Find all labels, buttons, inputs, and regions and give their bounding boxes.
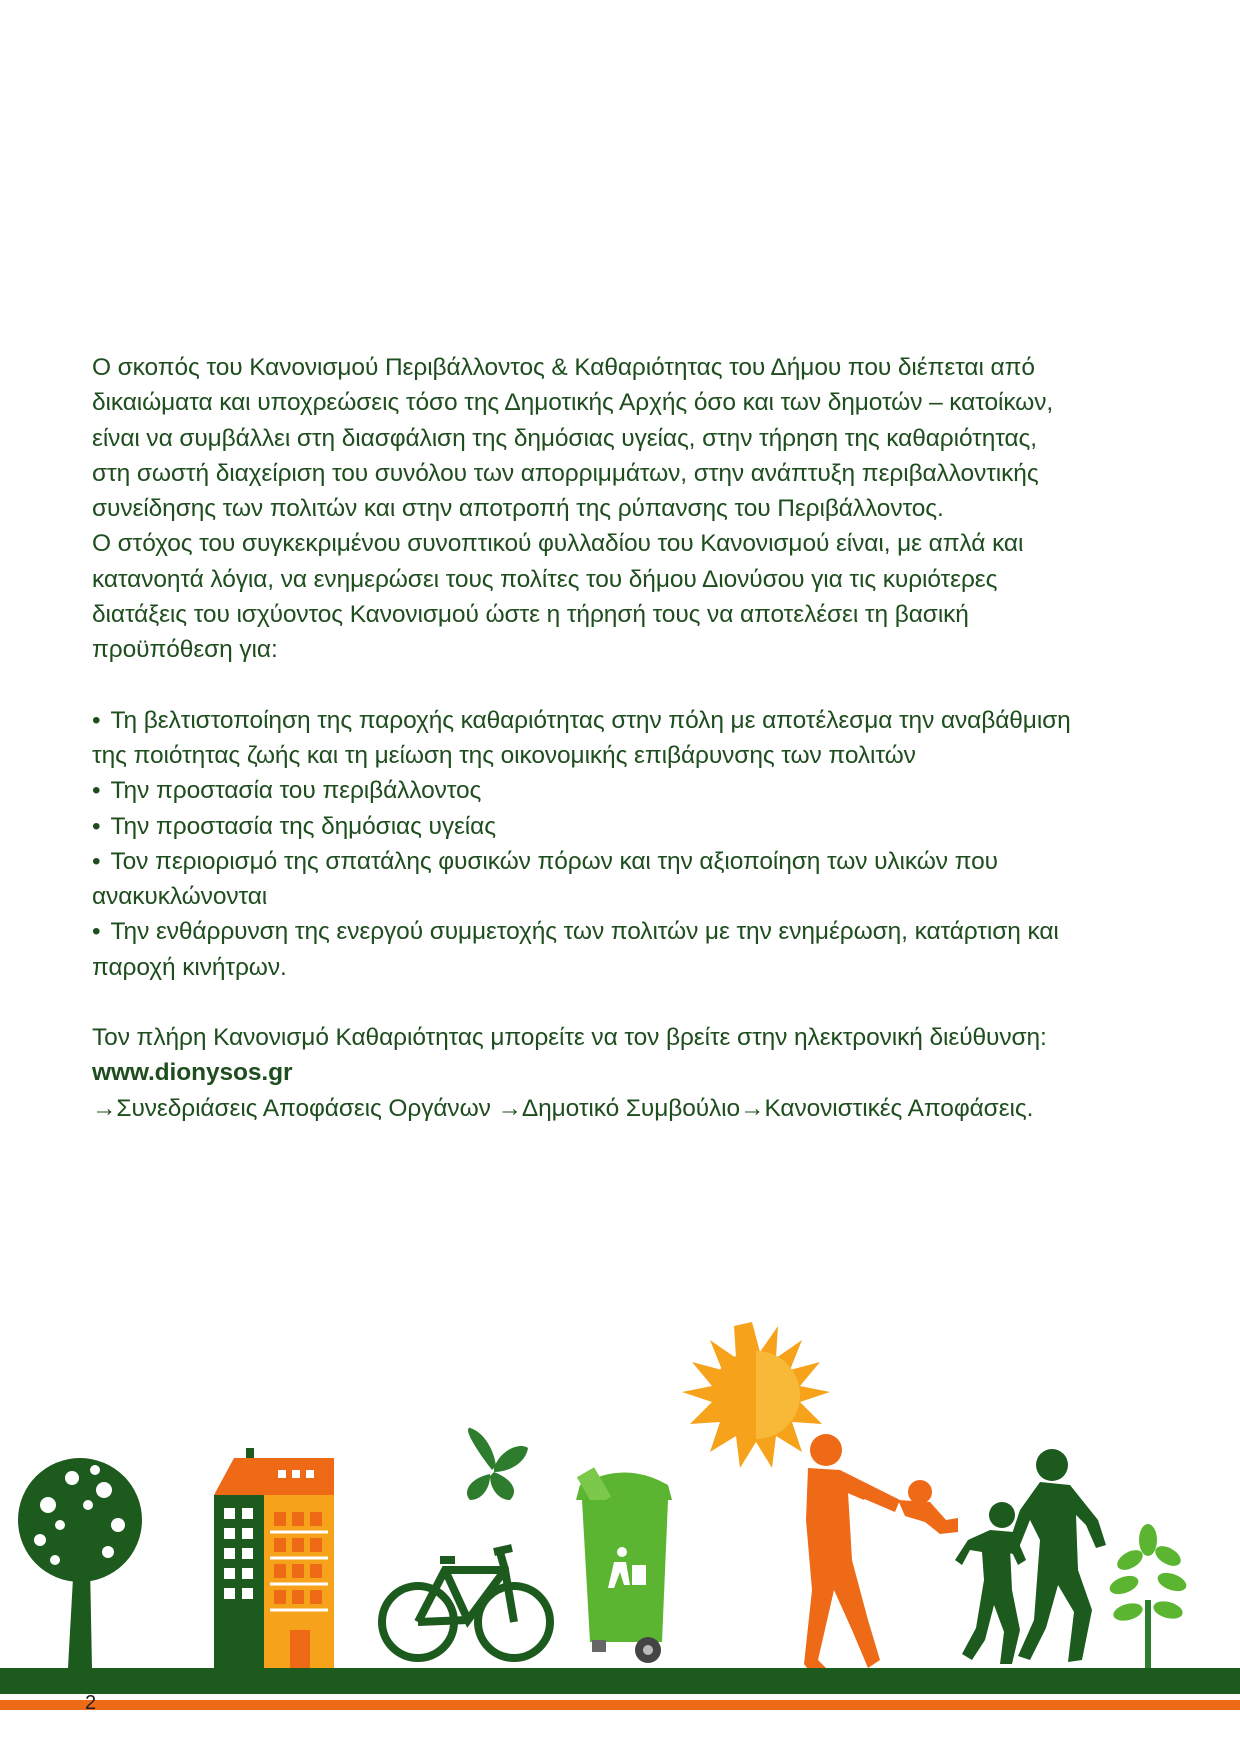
ground-strip-green [0,1668,1240,1694]
page-number: 2 [85,1692,97,1714]
intro-line: είναι να συμβάλλει στη διασφάλιση της δημόσιας υγείας, στην τήρηση της καθαριότητας, [92,424,1037,452]
intro-line: Ο στόχος του συγκεκριμένου συνοπτικού φυλλαδίου του Κανονισμού είναι, με απλά και [92,530,1024,558]
navigation-path: →Συνεδριάσεις Αποφάσεις Οργάνων →Δημοτικό Συμβούλιο→Κανονιστικές Αποφάσεις. [92,1094,1034,1122]
intro-line: προϋπόθεση για: [92,636,278,664]
parent-child-icon [804,1434,958,1674]
building-icon [214,1448,334,1668]
small-tree-icon [1107,1524,1189,1668]
website-link[interactable]: www.dionysos.gr [92,1059,293,1087]
bullet-continuation: της ποιότητας ζωής και τη μείωση της οικονομικής επιβάρυνσης των πολιτών [92,741,916,769]
bullet-item: • Την προστασία της δημόσιας υγείας [92,809,1152,844]
bullet-continuation: ανακυκλώνονται [92,883,268,911]
bullet-item: • Την ενθάρρυνση της ενεργού συμμετοχής των πολιτών με την ενημέρωση, κατάρτιση και [92,914,1152,949]
recycling-bin-icon [576,1467,672,1663]
regulation-location-text: Τον πλήρη Κανονισμό Καθαριότητας μπορείτε να τον βρείτε στην ηλεκτρονική διεύθυνση: [92,1024,1047,1052]
bullet-continuation: παροχή κινήτρων. [92,953,287,981]
intro-line: στη σωστή διαχείριση του συνόλου των απορριμμάτων, στην ανάπτυξη περιβαλλοντικής [92,459,1039,487]
bullet-item: • Τη βελτιστοποίηση της παροχής καθαριότητας στην πόλη με αποτέλεσμα την αναβάθμιση [92,703,1152,738]
intro-line: κατανοητά λόγια, να ενημερώσει τους πολίτες του δήμου Διονύσου για τις κυριότερες [92,565,998,593]
intro-line: συνείδησης των πολιτών και στην αποτροπή της ρύπανσης του Περιβάλλοντος. [92,495,944,523]
ground-strip-orange [0,1700,1240,1710]
tree-icon [18,1458,142,1668]
intro-line: δικαιώματα και υποχρεώσεις τόσο της Δημοτικής Αρχής όσο και των δημοτών – κατοίκων, [92,389,1054,417]
bicycle-icon [382,1548,550,1658]
bullet-item: • Τον περιορισμό της σπατάλης φυσικών πόρων και την αξιοποίηση των υλικών που [92,844,1152,879]
running-children-icon [955,1449,1106,1664]
intro-line: διατάξεις του ισχύοντος Κανονισμού ώστε η τήρησή τους να αποτελέσει τη βασική [92,601,969,629]
bullet-item: • Την προστασία του περιβάλλοντος [92,773,1152,808]
sun-icon [682,1322,830,1468]
intro-line: Ο σκοπός του Κανονισμού Περιβάλλοντος & Καθαριότητας του Δήμου που διέπεται από [92,354,1035,381]
butterfly-icon [467,1427,528,1500]
